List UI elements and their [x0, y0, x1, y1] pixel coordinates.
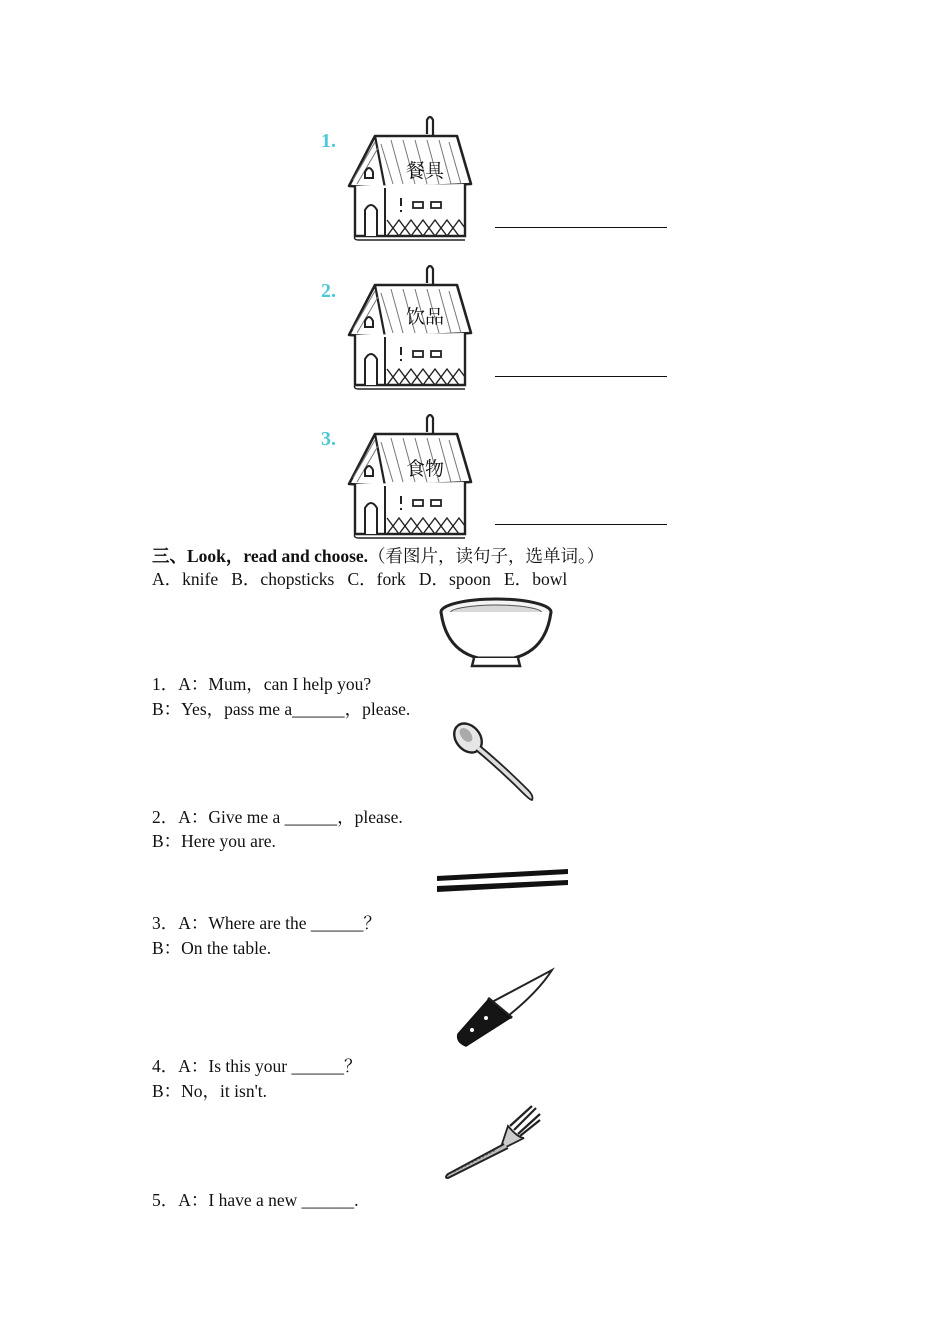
option-letter: E． [503, 569, 533, 589]
chopsticks-picture [434, 864, 572, 894]
option-word: spoon [449, 569, 491, 589]
house-label: 餐具 [406, 160, 445, 182]
option-word: chopsticks [260, 569, 335, 589]
question-line: 5．A：I have a new ______. [152, 1190, 359, 1210]
option-word: bowl [532, 569, 568, 589]
question-line: B：No，it isn't. [152, 1081, 267, 1101]
option-letter: A． [152, 569, 183, 589]
question-line: 2．A：Give me a ______，please. [152, 807, 403, 827]
item-number: 3. [321, 428, 336, 450]
option-letter: D． [418, 569, 450, 589]
bowl-picture [438, 596, 554, 670]
option-word: fork [376, 569, 406, 589]
option-letter: C． [347, 569, 377, 589]
heading-english: Look，read and choose. [187, 546, 369, 566]
heading-prefix: 三、 [152, 546, 187, 566]
question-line: 1．A：Mum，can I help you? [152, 674, 372, 694]
question-line: B：Yes，pass me a______，please. [152, 699, 411, 719]
item-number: 1. [321, 130, 336, 152]
answer-blank[interactable] [495, 227, 667, 228]
spoon-picture [450, 720, 538, 804]
question-line: 4．A：Is this your ______？ [152, 1056, 362, 1076]
question-line: B：On the table. [152, 938, 272, 958]
option-letter: B． [231, 569, 261, 589]
item-number: 2. [321, 280, 336, 302]
heading-chinese: （看图片，读句子，选单词。） [368, 546, 605, 566]
question-line: 3．A：Where are the ______？ [152, 913, 381, 933]
knife-picture [452, 966, 556, 1048]
house-label: 食物 [406, 458, 445, 480]
option-word: knife [182, 569, 219, 589]
question-line: B：Here you are. [152, 831, 276, 851]
fork-picture [440, 1104, 542, 1180]
word-options [152, 567, 567, 591]
answer-blank[interactable] [495, 524, 667, 525]
section-heading [152, 543, 604, 568]
house-label: 饮品 [406, 306, 445, 328]
answer-blank[interactable] [495, 376, 667, 377]
